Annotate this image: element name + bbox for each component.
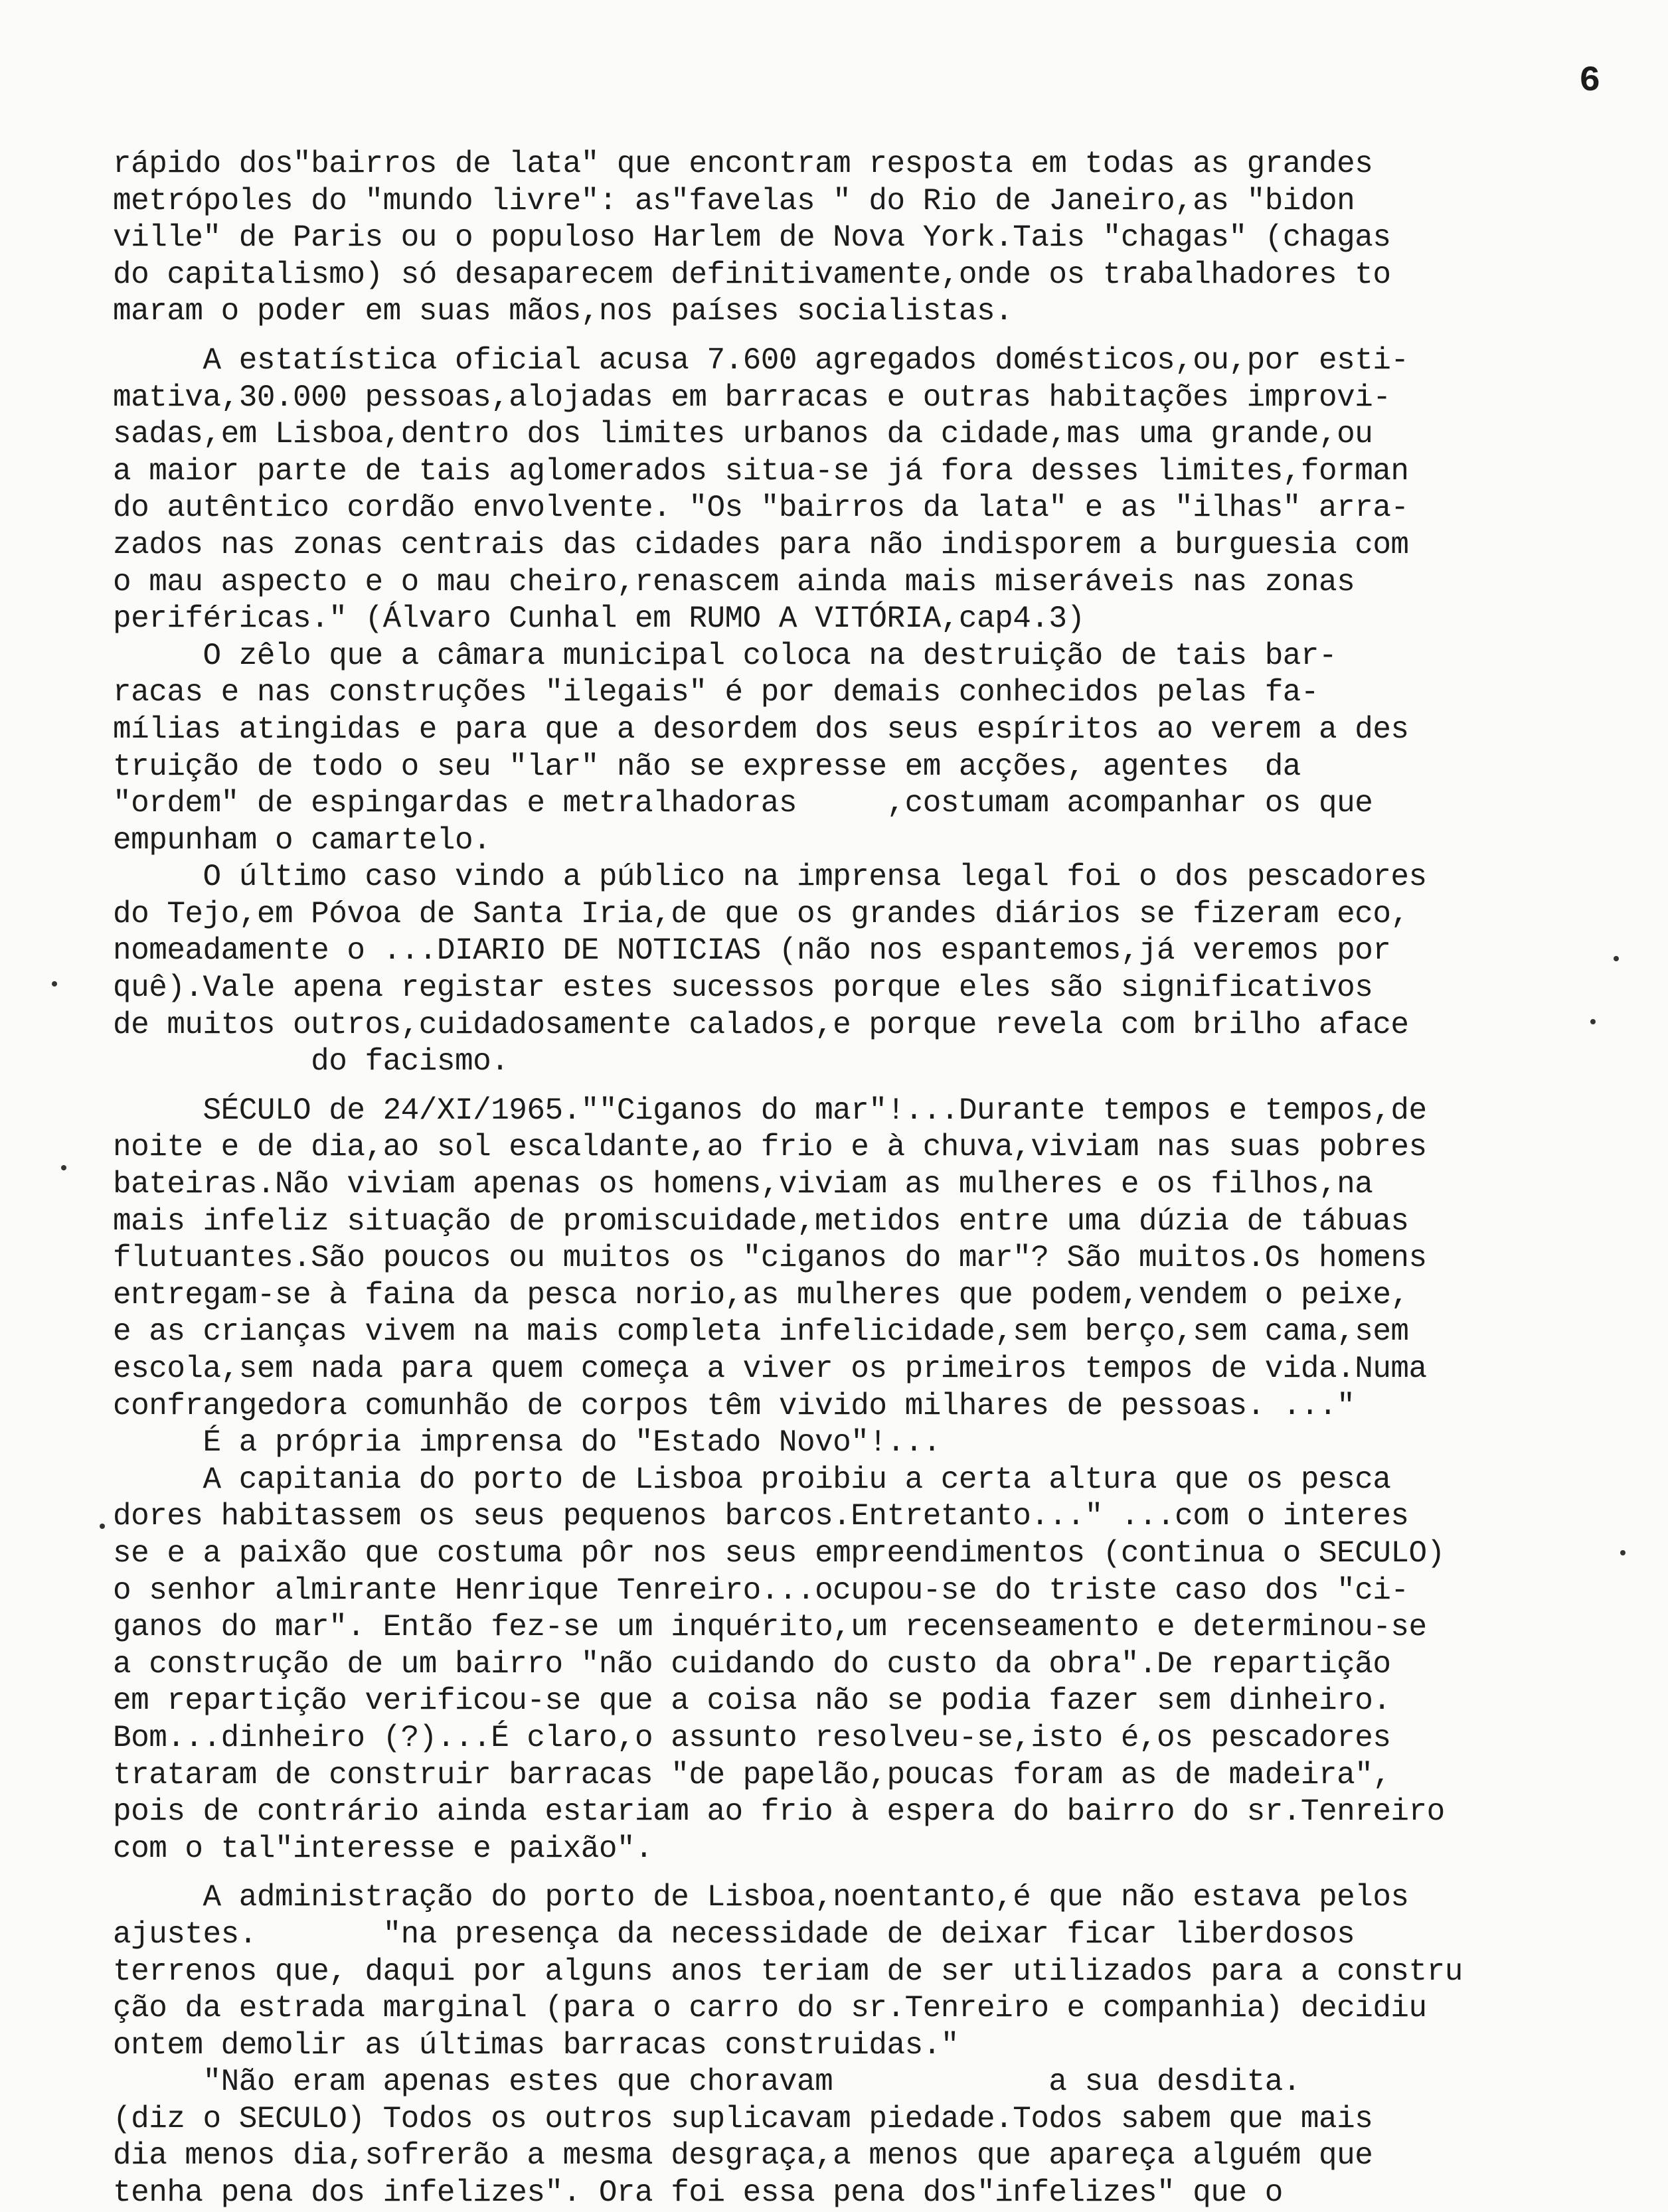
- text-line: A capitania do porto de Lisboa proibiu a certa altura que os pesca: [113, 1462, 1391, 1497]
- ink-speck: [61, 1165, 66, 1170]
- text-line: do autêntico cordão envolvente. "Os "bairros da lata" e as "ilhas" arra-: [113, 491, 1409, 526]
- text-line: do capitalismo) só desaparecem definitivamente,onde os trabalhadores to: [113, 257, 1391, 292]
- text-line: se e a paixão que costuma pôr nos seus empreendimentos (continua o SECULO): [113, 1536, 1445, 1571]
- text-line: empunham o camartelo.: [113, 823, 491, 858]
- text-line: truição de todo o seu "lar" não se expresse em acções, agentes da: [113, 749, 1301, 784]
- text-line: confrangedora comunhão de corpos têm vivido milhares de pessoas. ...": [113, 1388, 1355, 1423]
- text-line: do Tejo,em Póvoa de Santa Iria,de que os grandes diários se fizeram eco,: [113, 896, 1409, 931]
- text-line: A estatística oficial acusa 7.600 agregados domésticos,ou,por esti-: [113, 343, 1409, 378]
- ink-speck: [100, 1524, 105, 1529]
- text-line: É a própria imprensa do "Estado Novo"!...: [113, 1425, 941, 1461]
- paragraph-gap: [113, 1867, 1614, 1879]
- page-number: 6: [1579, 61, 1601, 102]
- text-line: mais infeliz situação de promiscuidade,metidos entre uma dúzia de tábuas: [113, 1204, 1409, 1239]
- paragraph-gap: [113, 331, 1614, 343]
- text-line: trataram de construir barracas "de papelão,poucas foram as de madeira",: [113, 1757, 1391, 1792]
- text-line: em repartição verificou-se que a coisa não se podia fazer sem dinheiro.: [113, 1684, 1391, 1719]
- ink-speck: [1620, 1550, 1626, 1555]
- text-line: o senhor almirante Henrique Tenreiro...ocupou-se do triste caso dos "ci-: [113, 1573, 1409, 1608]
- text-line: do facismo.: [113, 1044, 509, 1079]
- ink-speck: [1614, 956, 1619, 961]
- text-line: e as crianças vivem na mais completa infelicidade,sem berço,sem cama,sem: [113, 1314, 1409, 1350]
- paragraph: [113, 146, 1614, 331]
- text-line: sadas,em Lisboa,dentro dos limites urbanos da cidade,mas uma grande,ou: [113, 417, 1373, 452]
- text-line: periféricas." (Álvaro Cunhal em RUMO A VITÓRIA,cap4.3): [113, 601, 1085, 637]
- document-body: [113, 146, 1614, 2212]
- text-line: ção da estrada marginal (para o carro do sr.Tenreiro e companhia) decidiu: [113, 1991, 1427, 2026]
- ink-speck: [1590, 1019, 1596, 1024]
- text-line: A administração do porto de Lisboa,noentanto,é que não estava pelos: [113, 1880, 1409, 1915]
- text-line: a construção de um bairro "não cuidando do custo da obra".De repartição: [113, 1646, 1391, 1682]
- text-line: de muitos outros,cuidadosamente calados,e porque revela com brilho aface: [113, 1007, 1409, 1042]
- text-line: O zêlo que a câmara municipal coloca na destruição de tais bar-: [113, 638, 1337, 673]
- paragraph: [113, 343, 1614, 1081]
- text-line: bateiras.Não viviam apenas os homens,viviam as mulheres e os filhos,na: [113, 1167, 1373, 1202]
- text-line: ganos do mar". Então fez-se um inquérito,um recenseamento e determinou-se: [113, 1610, 1427, 1645]
- text-line: com o tal"interesse e paixão".: [113, 1831, 653, 1866]
- text-line: maram o poder em suas mãos,nos países socialistas.: [113, 294, 1013, 329]
- text-line: ajustes. "na presença da necessidade de deixar ficar liberdosos: [113, 1917, 1355, 1952]
- text-line: flutuantes.São poucos ou muitos os "ciganos do mar"? São muitos.Os homens: [113, 1241, 1427, 1276]
- text-line: escola,sem nada para quem começa a viver os primeiros tempos de vida.Numa: [113, 1352, 1427, 1386]
- text-line: pois de contrário ainda estariam ao frio à espera do bairro do sr.Tenreiro: [113, 1794, 1445, 1830]
- text-line: quê).Vale apena registar estes sucessos porque eles são significativos: [113, 971, 1373, 1006]
- paragraph-gap: [113, 1081, 1614, 1093]
- text-line: SÉCULO de 24/XI/1965.""Ciganos do mar"!...Durante tempos e tempos,de: [113, 1093, 1427, 1128]
- text-line: rápido dos"bairros de lata" que encontram resposta em todas as grandes: [113, 147, 1373, 181]
- text-line: zados nas zonas centrais das cidades para não indisporem a burguesia com: [113, 527, 1409, 562]
- text-line: "ordem" de espingardas e metralhadoras ,costumam acompanhar os que: [113, 786, 1373, 821]
- paragraph: [113, 1879, 1614, 2211]
- text-line: ville" de Paris ou o populoso Harlem de Nova York.Tais "chagas" (chagas: [113, 220, 1391, 256]
- text-line: nomeadamente o ...DIARIO DE NOTICIAS (não nos espantemos,já veremos por: [113, 933, 1391, 969]
- text-line: racas e nas construções "ilegais" é por demais conhecidos pelas fa-: [113, 675, 1319, 710]
- ink-speck: [52, 981, 57, 987]
- text-line: terrenos que, daqui por alguns anos teriam de ser utilizados para a constru: [113, 1954, 1463, 1989]
- text-line: metrópoles do "mundo livre": as"favelas " do Rio de Janeiro,as "bidon: [113, 183, 1355, 218]
- text-line: O último caso vindo a público na imprensa legal foi o dos pescadores: [113, 860, 1427, 895]
- text-line: ontem demolir as últimas barracas construidas.": [113, 2027, 959, 2063]
- text-line: dores habitassem os seus pequenos barcos.Entretanto..." ...com o interes: [113, 1499, 1409, 1534]
- text-line: "Não eram apenas estes que choravam a sua desdita.: [113, 2065, 1301, 2100]
- text-line: noite e de dia,ao sol escaldante,ao frio e à chuva,viviam nas suas pobres: [113, 1130, 1427, 1165]
- text-line: Bom...dinheiro (?)...É claro,o assunto resolveu-se,isto é,os pescadores: [113, 1720, 1391, 1755]
- text-line: mílias atingidas e para que a desordem dos seus espíritos ao verem a des: [113, 712, 1409, 747]
- text-line: mativa,30.000 pessoas,alojadas em barracas e outras habitações improvi-: [113, 380, 1391, 415]
- text-line: o mau aspecto e o mau cheiro,renascem ainda mais miseráveis nas zonas: [113, 564, 1355, 599]
- text-line: (diz o SECULO) Todos os outros suplicavam piedade.Todos sabem que mais: [113, 2101, 1373, 2136]
- text-line: a maior parte de tais aglomerados situa-se já fora desses limites,forman: [113, 453, 1409, 489]
- text-line: dia menos dia,sofrerão a mesma desgraça,a menos que apareça alguém que: [113, 2138, 1373, 2173]
- text-line: tenha pena dos infelizes". Ora foi essa pena dos"infelizes" que o: [113, 2175, 1283, 2211]
- paragraph: [113, 1093, 1614, 1867]
- text-line: entregam-se à faina da pesca norio,as mulheres que podem,vendem o peixe,: [113, 1277, 1409, 1312]
